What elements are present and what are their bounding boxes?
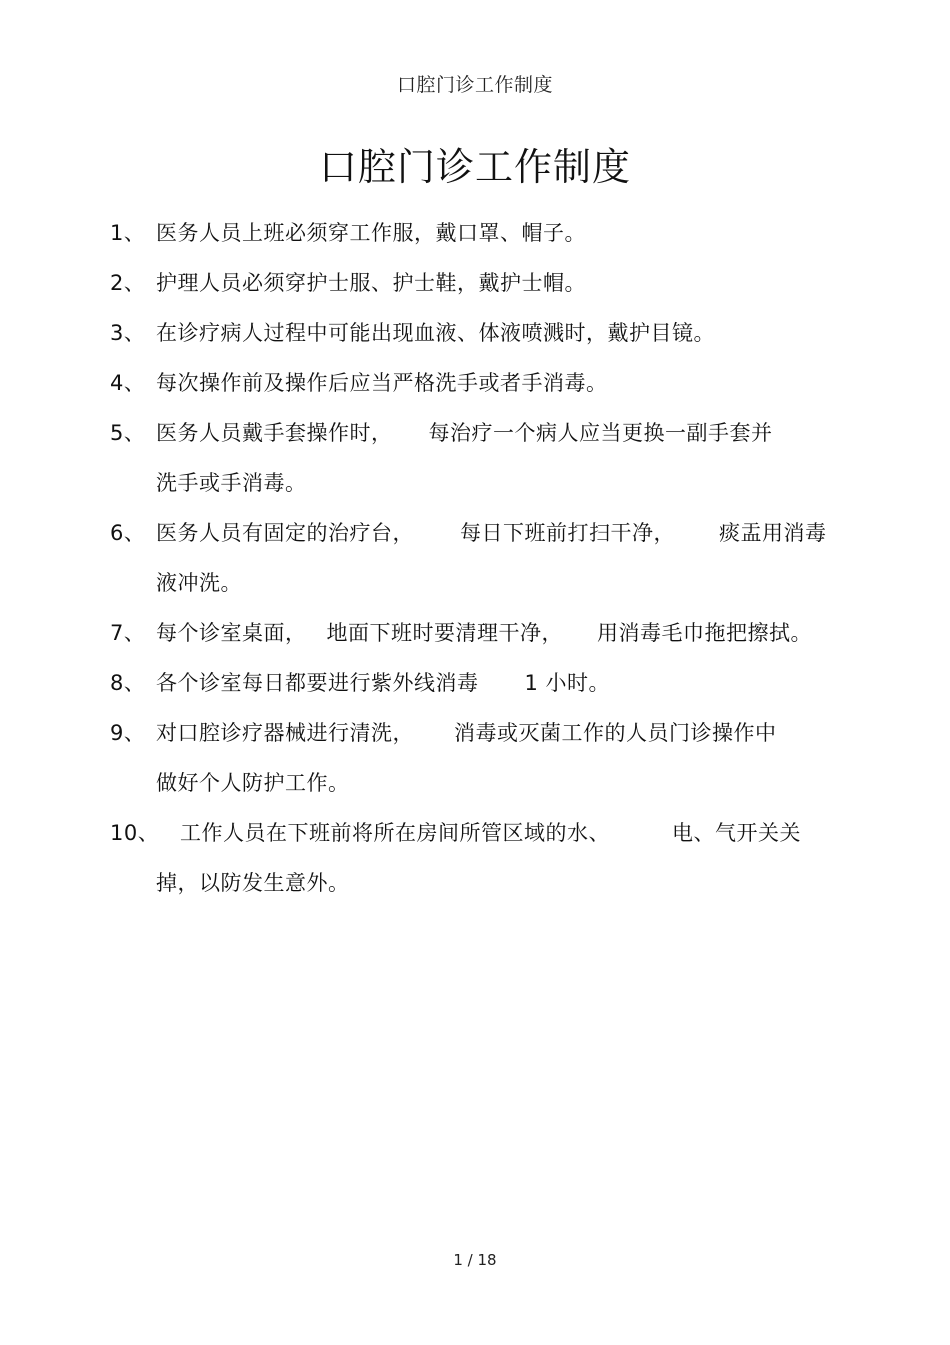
rule-number: 9、 [110, 721, 146, 745]
rule-text: 医务人员上班必须穿工作服，戴口罩、帽子。 [156, 221, 586, 245]
rule-number: 1、 [110, 221, 146, 245]
rule-text: 用消毒毛巾拖把擦拭。 [597, 621, 812, 645]
rule-text: 痰盂用消毒 [719, 521, 827, 545]
rule-text-line [156, 258, 840, 308]
rule-text-line [156, 308, 840, 358]
rule-text: 在诊疗病人过程中可能出现血液、体液喷溅时，戴护目镜。 [156, 321, 715, 345]
rule-continuation: 洗手或手消毒。 [156, 471, 307, 495]
rule-text: 地面下班时要清理干净， [326, 621, 563, 645]
rule-text-line [180, 808, 840, 858]
rule-number: 8、 [110, 671, 146, 695]
rule-text: 对口腔诊疗器械进行清洗， [156, 721, 414, 745]
rule-text: 消毒或灭菌工作的人员门诊操作中 [454, 721, 777, 745]
rule-text-line [156, 658, 840, 708]
rule-text: 工作人员在下班前将所在房间所管区域的水、 [180, 821, 610, 845]
rule-number: 10、 [110, 821, 160, 845]
rule-item-9 [110, 708, 840, 808]
rule-text-line [156, 608, 840, 658]
rule-text: 每治疗一个病人应当更换一副手套并 [428, 421, 773, 445]
rule-item-3 [110, 308, 840, 358]
rule-text: 各个诊室每日都要进行紫外线消毒 [156, 671, 479, 695]
rule-item-7 [110, 608, 840, 658]
rule-text: 医务人员有固定的治疗台， [156, 521, 414, 545]
rule-continuation: 掉，以防发生意外。 [156, 871, 350, 895]
rule-item-5 [110, 408, 840, 508]
rule-item-1 [110, 208, 840, 258]
rule-text: 1 小时。 [524, 671, 611, 695]
rule-text: 每次操作前及操作后应当严格洗手或者手消毒。 [156, 371, 608, 395]
rule-text: 每个诊室桌面， [156, 621, 307, 645]
rule-item-2 [110, 258, 840, 308]
rule-text: 医务人员戴手套操作时， [156, 421, 393, 445]
page-number: 1 / 18 [453, 1251, 497, 1269]
rule-text-line [156, 408, 840, 458]
rule-continuation: 液冲洗。 [156, 571, 242, 595]
rule-text-line [156, 208, 840, 258]
running-header: 口腔门诊工作制度 [396, 74, 553, 96]
rule-number: 5、 [110, 421, 146, 445]
document-title: 口腔门诊工作制度 [318, 145, 631, 189]
rule-number: 3、 [110, 321, 146, 345]
rule-text: 护理人员必须穿护士服、护士鞋，戴护士帽。 [156, 271, 586, 295]
rule-item-10 [110, 808, 840, 908]
rule-text-line [156, 358, 840, 408]
rule-item-4 [110, 358, 840, 408]
rule-number: 7、 [110, 621, 146, 645]
rule-number: 4、 [110, 371, 146, 395]
rule-text-line [156, 708, 840, 758]
rule-number: 6、 [110, 521, 146, 545]
rule-item-8 [110, 658, 840, 708]
rule-continuation: 做好个人防护工作。 [156, 771, 350, 795]
rule-item-6 [110, 508, 840, 608]
rules-list [110, 208, 840, 908]
rule-text: 电、气开关关 [672, 821, 801, 845]
rule-text-line [156, 508, 840, 558]
rule-number: 2、 [110, 271, 146, 295]
rule-text: 每日下班前打扫干净， [460, 521, 675, 545]
